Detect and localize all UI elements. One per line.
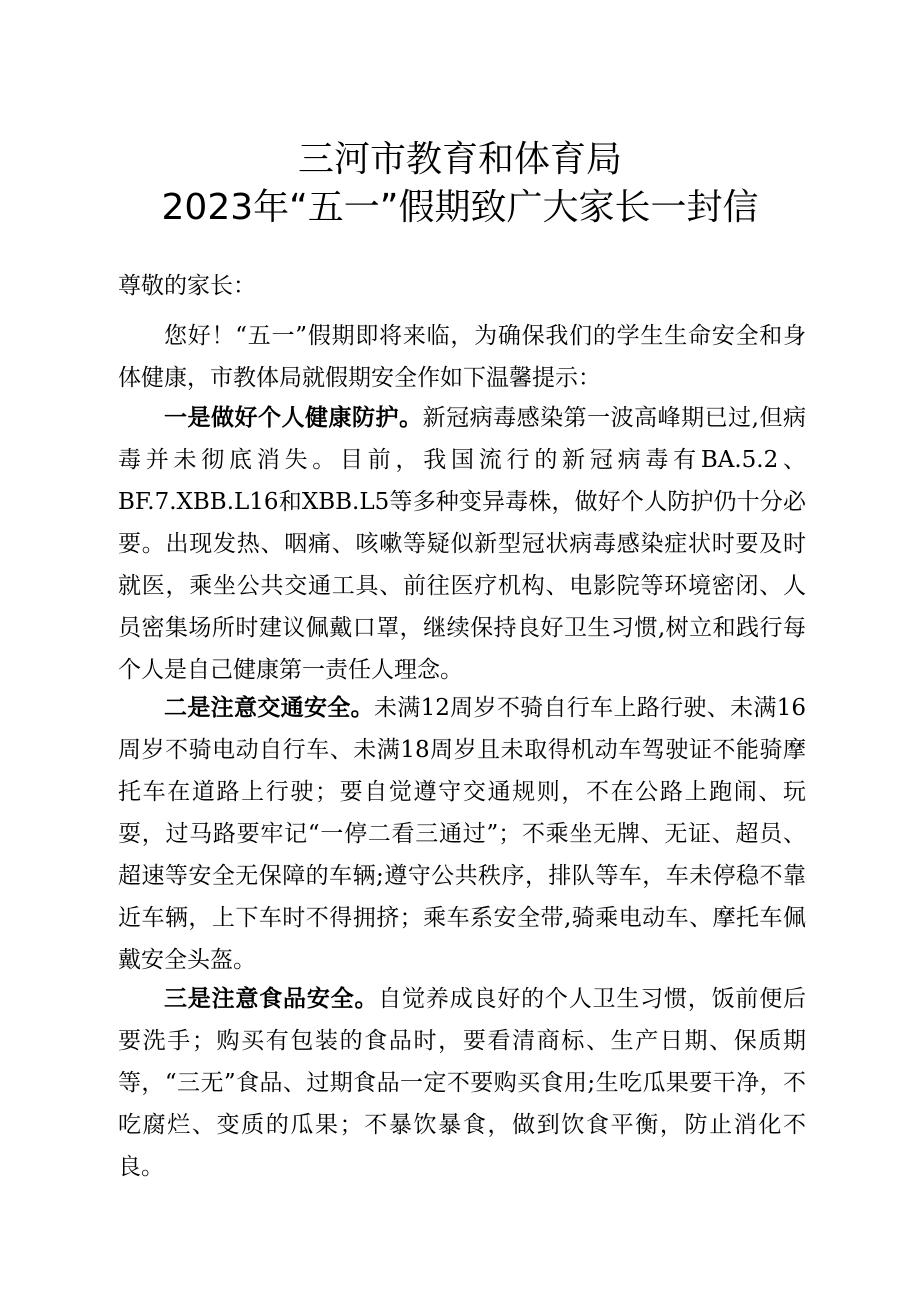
section-food-heading: 三是注意食品安全。 [164,986,379,1012]
section-health-paragraph [118,397,806,691]
section-traffic-paragraph [118,687,806,981]
document-title-line1: 三河市教育和体育局 [297,139,622,180]
salutation: 尊敬的家长： [118,273,256,299]
document-title-line2: 2023年“五一”假期致广大家长一封信 [161,187,759,228]
section-food-text: 自觉养成良好的个人卫生习惯，饭前便后要洗手；购买有包装的食品时，要看清商标、生产日期、保质期等，“三无”食品、过期食品一定不要购买食用;生吃瓜果要干净，不吃腐烂、变质的瓜果；不暴饮暴食，做到饮食平衡，防止消化不良。 [118,986,807,1180]
section-traffic-text: 未满12周岁不骑自行车上路行驶、未满16周岁不骑电动自行车、未满18周岁且未取得机动车驾驶证不能骑摩托车在道路上行驶；要自觉遵守交通规则，不在公路上跑闹、玩耍，过马路要牢记“一停二看三通过”；不乘坐无牌、无证、超员、超速等安全无保障的车辆;遵守公共秩序，排队等车，车未停稳不靠近车辆，上下车时不得拥挤；乘车系安全带,骑乘电动车、摩托车佩戴安全头盔。 [118,695,806,973]
section-traffic-heading: 二是注意交通安全。 [164,695,374,721]
section-health-text: 新冠病毒感染第一波高峰期已过,但病毒并未彻底消失。目前，我国流行的新冠病毒有BA.5.2、BF.7.XBB.L16和XBB.L5等多种变异毒株，做好个人防护仍十分必要。出现发热、咽痛、咳嗽等疑似新型冠状病毒感染症状时要及时就医，乘坐公共交通工具、前往医疗机构、电影院等环境密闭、人员密集场所时建议佩戴口罩，继续保持良好卫生习惯,树立和践行每个人是自己健康第一责任人理念。 [118,405,807,683]
section-food-paragraph [118,978,806,1188]
section-health-heading: 一是做好个人健康防护。 [164,405,423,431]
intro-paragraph: 您好！“五一”假期即将来临，为确保我们的学生生命安全和身体健康，市教体局就假期安全作如下温馨提示： [118,323,806,391]
